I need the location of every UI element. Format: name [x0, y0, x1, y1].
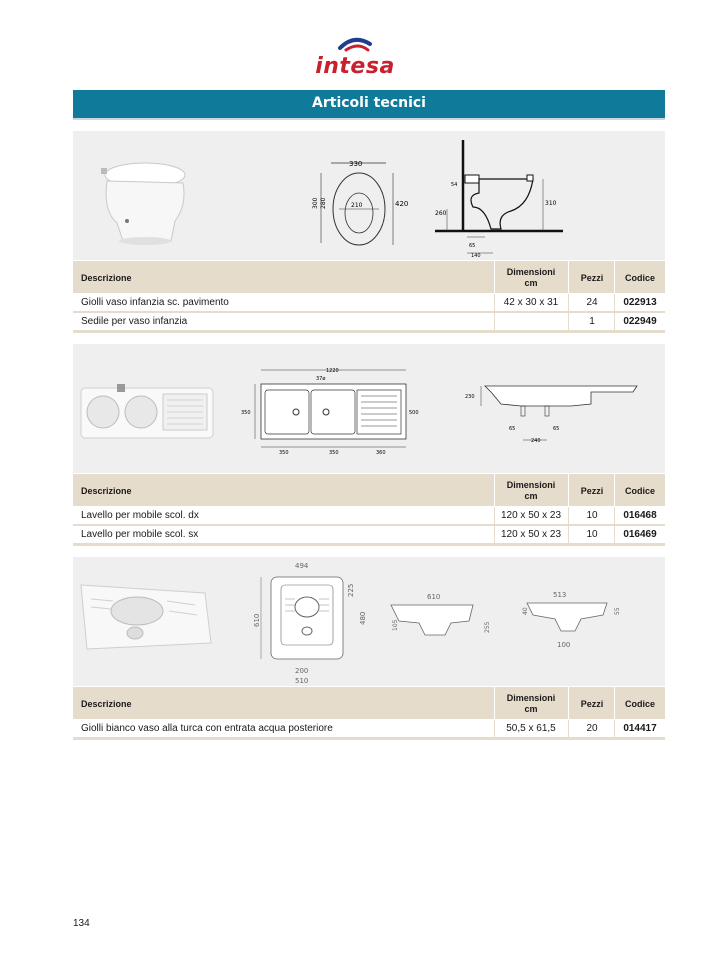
svg-text:40: 40: [522, 607, 529, 615]
header-dimensions: Dimensioni cm: [506, 693, 556, 714]
kitchen-sink-top-view-drawing: [241, 364, 421, 459]
header-dimensions: Dimensioni cm: [506, 480, 556, 501]
child-toilet-top-view-drawing: [311, 153, 421, 268]
squat-toilet-front-view-drawing: [385, 591, 495, 651]
header-code: Codice: [624, 486, 655, 496]
svg-text:513: 513: [553, 591, 567, 599]
svg-text:500: 500: [409, 410, 419, 416]
svg-text:54: 54: [451, 182, 458, 188]
squat-toilet-side-view-drawing: [513, 589, 623, 659]
table-row: Giolli vaso infanzia sc. pavimento 42 x 30 x 31 24 022913: [73, 294, 665, 314]
table-row: Lavello per mobile scol. dx 120 x 50 x 23 10 016468: [73, 507, 665, 527]
table-row: Giolli bianco vaso alla turca con entrata acqua posteriore 50,5 x 61,5 20 014417: [73, 720, 665, 740]
svg-text:65: 65: [509, 426, 516, 432]
svg-text:360: 360: [376, 450, 386, 456]
svg-text:494: 494: [295, 562, 309, 570]
svg-text:255: 255: [484, 621, 491, 633]
squat-toilet-photo: [77, 571, 217, 661]
table-header: [73, 261, 665, 293]
svg-text:280: 280: [320, 197, 327, 209]
product-image-band: [73, 344, 665, 473]
svg-text:100: 100: [557, 641, 571, 649]
header-pieces: Pezzi: [580, 273, 604, 283]
header-description: Descrizione: [81, 486, 132, 496]
svg-text:65: 65: [469, 243, 476, 249]
svg-text:420: 420: [395, 200, 409, 208]
svg-text:1220: 1220: [326, 368, 339, 374]
svg-text:140: 140: [471, 253, 481, 259]
svg-text:610: 610: [427, 593, 441, 601]
svg-text:200: 200: [295, 667, 309, 675]
brand-name: intesa: [315, 54, 395, 79]
svg-text:37ø: 37ø: [316, 376, 326, 382]
header-pieces: Pezzi: [580, 699, 604, 709]
section-banner: [73, 90, 665, 120]
table-row: Sedile per vaso infanzia 1 022949: [73, 313, 665, 333]
svg-text:610: 610: [253, 613, 261, 627]
kitchen-sink-photo: [79, 384, 219, 444]
table-header: [73, 687, 665, 719]
svg-text:480: 480: [359, 611, 367, 625]
svg-text:240: 240: [531, 438, 541, 444]
header-pieces: Pezzi: [580, 486, 604, 496]
child-toilet-photo: [93, 141, 213, 256]
table-header: [73, 474, 665, 506]
table-row: Lavello per mobile scol. sx 120 x 50 x 23 10 016469: [73, 526, 665, 546]
brand-logo: [0, 34, 710, 84]
svg-text:210: 210: [351, 202, 363, 209]
header-code: Codice: [624, 699, 655, 709]
svg-text:310: 310: [545, 200, 557, 207]
product-image-band: [73, 557, 665, 686]
header-code: Codice: [624, 273, 655, 283]
page-number: 134: [73, 918, 90, 929]
child-toilet-side-view-drawing: [433, 135, 563, 260]
svg-text:230: 230: [465, 394, 475, 400]
svg-text:350: 350: [279, 450, 289, 456]
squat-toilet-top-view-drawing: [245, 559, 375, 686]
header-description: Descrizione: [81, 699, 132, 709]
svg-text:105: 105: [392, 619, 399, 631]
svg-text:350: 350: [329, 450, 339, 456]
svg-text:350: 350: [241, 410, 251, 416]
svg-text:225: 225: [347, 583, 355, 597]
kitchen-sink-side-view-drawing: [461, 364, 641, 454]
svg-text:55: 55: [614, 607, 621, 615]
header-dimensions: Dimensioni cm: [506, 267, 556, 288]
product-image-band: [73, 131, 665, 260]
svg-text:65: 65: [553, 426, 560, 432]
svg-text:330: 330: [349, 160, 363, 168]
svg-text:260: 260: [435, 210, 447, 217]
svg-text:300: 300: [312, 197, 319, 209]
page-title: Articoli tecnici: [312, 95, 426, 111]
header-description: Descrizione: [81, 273, 132, 283]
svg-text:510: 510: [295, 677, 309, 685]
